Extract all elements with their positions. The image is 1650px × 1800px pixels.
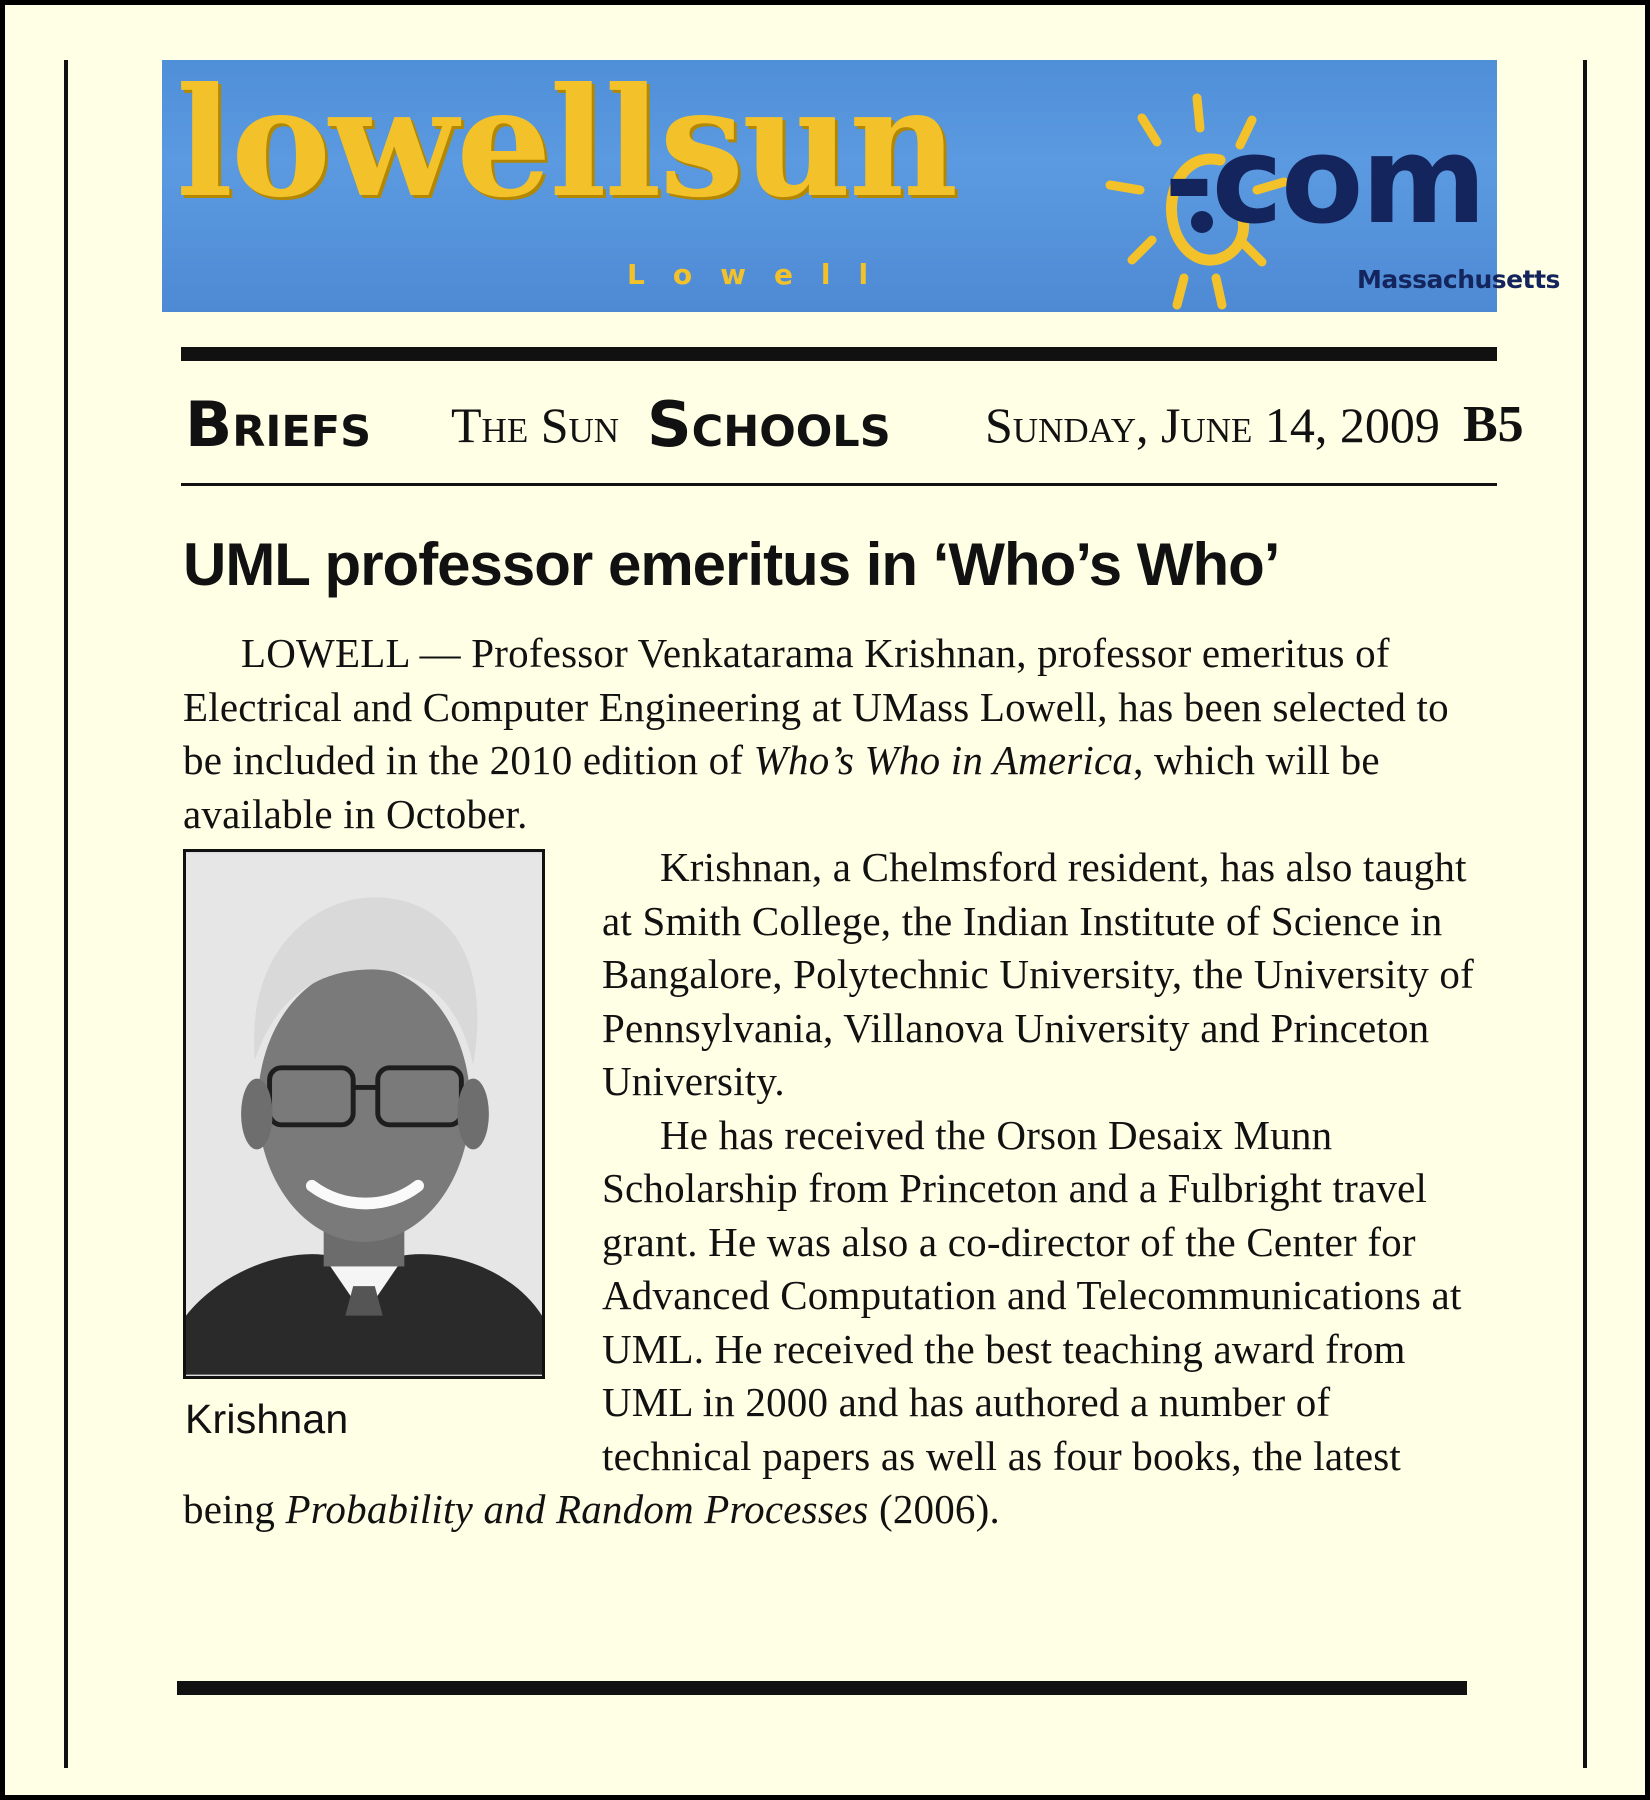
article-body bbox=[183, 627, 1483, 1537]
paper-name: The Sun bbox=[451, 397, 620, 453]
book-title: Probability and Random Processes bbox=[285, 1486, 869, 1532]
article-headline: UML professor emeritus in ‘Who’s Who’ bbox=[183, 531, 1280, 598]
section-category: Schools bbox=[647, 388, 891, 461]
header-bottom-rule bbox=[181, 483, 1497, 486]
section-label: Briefs bbox=[185, 388, 372, 461]
photo-block bbox=[183, 841, 568, 1561]
right-border-rule bbox=[1583, 60, 1587, 1768]
site-name: lowellsun bbox=[176, 55, 957, 231]
section-header bbox=[185, 380, 1524, 470]
paragraph-3-tail: (2006). bbox=[868, 1486, 1000, 1532]
photo-caption: Krishnan bbox=[185, 1396, 349, 1442]
footer-rule bbox=[177, 1681, 1467, 1695]
portrait-image bbox=[186, 852, 542, 1376]
paragraph-3-lead: He has received the Orson Desaix Munn Scholarship from Princeton and a Fulbright travel grant. He was also a co-director of the Center for Advanced Computation and Telecommunications at UML. He received the best teaching award from UML in 2000 and has authored a number of technical papers as well as four books, the latest being bbox=[183, 1111, 1462, 1532]
paragraph-1-tail: , which will be available in October. bbox=[183, 737, 1380, 837]
issue-date: Sunday, June 14, 2009 bbox=[985, 397, 1440, 453]
page-number: B5 bbox=[1463, 396, 1524, 453]
header-top-rule bbox=[181, 347, 1497, 361]
paragraph-1 bbox=[183, 627, 1483, 841]
banner-city: Lowell bbox=[627, 258, 897, 291]
portrait-photo bbox=[183, 849, 545, 1379]
paragraph-1-lead: LOWELL — Professor Venkatarama Krishnan, professor emeritus of Electrical and Computer Engineering at UMass Lowell, has been selected to be included in the 2010 edition of bbox=[183, 630, 1449, 783]
publication-title: Who’s Who in America bbox=[753, 737, 1134, 783]
banner-state: Massachusetts bbox=[1357, 265, 1560, 294]
paragraph-2: Krishnan, a Chelmsford resident, has also taught at Smith College, the Indian Institute of Science in Bangalore, Polytechnic University, the University of Pennsylvania, Villanova University and Princeton University. bbox=[602, 844, 1474, 1104]
site-tld: -com bbox=[1164, 112, 1485, 251]
left-border-rule bbox=[64, 60, 68, 1768]
site-banner[interactable] bbox=[162, 55, 1560, 312]
